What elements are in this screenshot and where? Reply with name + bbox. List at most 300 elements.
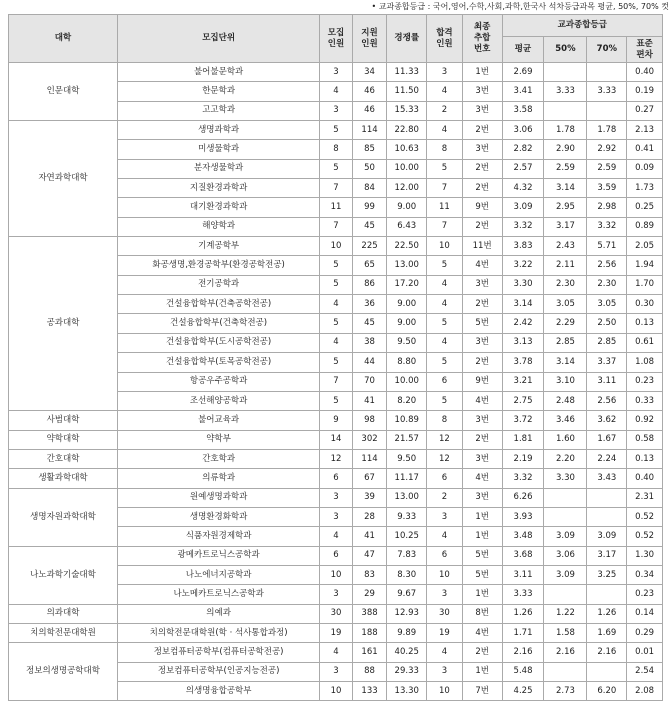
std-cell: 0.01 bbox=[627, 643, 663, 662]
ratio-cell: 8.80 bbox=[387, 353, 427, 372]
p70-cell: 2.56 bbox=[587, 256, 627, 275]
header-std: 표준 편차 bbox=[627, 37, 663, 63]
table-row bbox=[9, 63, 663, 82]
unit-cell: 화공생명,환경공학부(환경공학전공) bbox=[117, 256, 319, 275]
p70-cell: 2.30 bbox=[587, 275, 627, 294]
applicants-cell: 161 bbox=[352, 643, 387, 662]
avg-cell: 2.69 bbox=[502, 63, 544, 82]
quota-cell: 12 bbox=[320, 449, 352, 468]
p50-cell bbox=[544, 662, 587, 681]
unit-cell: 지질환경과학과 bbox=[117, 179, 319, 198]
p50-cell: 2.43 bbox=[544, 237, 587, 256]
college-cell: 간호대학 bbox=[9, 449, 118, 468]
p70-cell: 3.37 bbox=[587, 353, 627, 372]
passed-cell: 12 bbox=[427, 449, 463, 468]
unit-cell: 의류학과 bbox=[117, 469, 319, 488]
college-cell: 공과대학 bbox=[9, 237, 118, 411]
final-cell: 3번 bbox=[462, 333, 502, 352]
avg-cell: 2.19 bbox=[502, 449, 544, 468]
unit-cell: 건설융합학부(건축학전공) bbox=[117, 314, 319, 333]
avg-cell: 3.22 bbox=[502, 256, 544, 275]
ratio-cell: 9.50 bbox=[387, 449, 427, 468]
std-cell: 0.61 bbox=[627, 333, 663, 352]
final-cell: 2번 bbox=[462, 643, 502, 662]
final-cell: 4번 bbox=[462, 623, 502, 642]
p50-cell: 2.90 bbox=[544, 140, 587, 159]
unit-cell: 생명과학과 bbox=[117, 121, 319, 140]
final-cell: 9번 bbox=[462, 198, 502, 217]
avg-cell: 3.72 bbox=[502, 411, 544, 430]
std-cell: 0.30 bbox=[627, 295, 663, 314]
p50-cell bbox=[544, 488, 587, 507]
applicants-cell: 225 bbox=[352, 237, 387, 256]
p50-cell: 3.10 bbox=[544, 372, 587, 391]
avg-cell: 2.16 bbox=[502, 643, 544, 662]
ratio-cell: 9.00 bbox=[387, 314, 427, 333]
avg-cell: 2.75 bbox=[502, 391, 544, 410]
ratio-cell: 40.25 bbox=[387, 643, 427, 662]
avg-cell: 3.32 bbox=[502, 217, 544, 236]
passed-cell: 3 bbox=[427, 662, 463, 681]
applicants-cell: 67 bbox=[352, 469, 387, 488]
avg-cell: 4.25 bbox=[502, 682, 544, 701]
final-cell: 1번 bbox=[462, 507, 502, 526]
final-cell: 4번 bbox=[462, 256, 502, 275]
passed-cell: 5 bbox=[427, 256, 463, 275]
std-cell: 1.30 bbox=[627, 546, 663, 565]
college-cell: 약학대학 bbox=[9, 430, 118, 449]
unit-cell: 분자생물학과 bbox=[117, 159, 319, 178]
avg-cell: 3.83 bbox=[502, 237, 544, 256]
std-cell: 0.52 bbox=[627, 507, 663, 526]
p70-cell: 1.69 bbox=[587, 623, 627, 642]
p70-cell: 2.24 bbox=[587, 449, 627, 468]
unit-cell: 정보컴퓨터공학부(컴퓨터공학전공) bbox=[117, 643, 319, 662]
std-cell: 0.40 bbox=[627, 63, 663, 82]
final-cell: 4번 bbox=[462, 469, 502, 488]
table-row bbox=[9, 643, 663, 662]
table-row bbox=[9, 469, 663, 488]
final-cell: 3번 bbox=[462, 411, 502, 430]
p50-cell: 3.09 bbox=[544, 565, 587, 584]
final-cell: 5번 bbox=[462, 546, 502, 565]
applicants-cell: 38 bbox=[352, 333, 387, 352]
ratio-cell: 7.83 bbox=[387, 546, 427, 565]
quota-cell: 11 bbox=[320, 198, 352, 217]
college-cell: 사범대학 bbox=[9, 411, 118, 430]
final-cell: 3번 bbox=[462, 82, 502, 101]
header-applicants: 지원 인원 bbox=[352, 15, 387, 63]
p50-cell: 1.78 bbox=[544, 121, 587, 140]
unit-cell: 불어불문학과 bbox=[117, 63, 319, 82]
p70-cell: 3.32 bbox=[587, 217, 627, 236]
ratio-cell: 10.89 bbox=[387, 411, 427, 430]
table-row bbox=[9, 121, 663, 140]
table-row bbox=[9, 449, 663, 468]
ratio-cell: 17.20 bbox=[387, 275, 427, 294]
p70-cell: 2.50 bbox=[587, 314, 627, 333]
quota-cell: 19 bbox=[320, 623, 352, 642]
table-row bbox=[9, 488, 663, 507]
avg-cell: 3.11 bbox=[502, 565, 544, 584]
header-passed: 합격 인원 bbox=[427, 15, 463, 63]
std-cell: 0.33 bbox=[627, 391, 663, 410]
applicants-cell: 98 bbox=[352, 411, 387, 430]
final-cell: 11번 bbox=[462, 237, 502, 256]
table-row bbox=[9, 430, 663, 449]
final-cell: 2번 bbox=[462, 159, 502, 178]
p50-cell bbox=[544, 101, 587, 120]
final-cell: 2번 bbox=[462, 217, 502, 236]
final-cell: 9번 bbox=[462, 372, 502, 391]
grade-note: • 교과종합등급 : 국어,영어,수학,사회,과학,한국사 석차등급과목 평균, 50%, 70% 컷 bbox=[371, 2, 669, 11]
passed-cell: 4 bbox=[427, 82, 463, 101]
unit-cell: 고고학과 bbox=[117, 101, 319, 120]
college-cell: 치의학전문대학원 bbox=[9, 623, 118, 642]
quota-cell: 10 bbox=[320, 565, 352, 584]
quota-cell: 4 bbox=[320, 333, 352, 352]
college-cell: 정보의생명공학대학 bbox=[9, 643, 118, 701]
quota-cell: 9 bbox=[320, 411, 352, 430]
p70-cell bbox=[587, 662, 627, 681]
ratio-cell: 11.33 bbox=[387, 63, 427, 82]
p50-cell: 1.22 bbox=[544, 604, 587, 623]
passed-cell: 8 bbox=[427, 140, 463, 159]
passed-cell: 5 bbox=[427, 391, 463, 410]
final-cell: 4번 bbox=[462, 391, 502, 410]
quota-cell: 4 bbox=[320, 295, 352, 314]
quota-cell: 5 bbox=[320, 353, 352, 372]
final-cell: 2번 bbox=[462, 295, 502, 314]
unit-cell: 의생명융합공학부 bbox=[117, 682, 319, 701]
p70-cell bbox=[587, 101, 627, 120]
avg-cell: 3.78 bbox=[502, 353, 544, 372]
header-p50: 50% bbox=[544, 37, 587, 63]
p70-cell: 1.26 bbox=[587, 604, 627, 623]
unit-cell: 해양학과 bbox=[117, 217, 319, 236]
std-cell: 0.25 bbox=[627, 198, 663, 217]
quota-cell: 5 bbox=[320, 256, 352, 275]
passed-cell: 7 bbox=[427, 217, 463, 236]
std-cell: 0.41 bbox=[627, 140, 663, 159]
applicants-cell: 70 bbox=[352, 372, 387, 391]
passed-cell: 6 bbox=[427, 469, 463, 488]
passed-cell: 12 bbox=[427, 430, 463, 449]
avg-cell: 2.82 bbox=[502, 140, 544, 159]
p50-cell bbox=[544, 63, 587, 82]
p50-cell: 3.14 bbox=[544, 179, 587, 198]
ratio-cell: 9.89 bbox=[387, 623, 427, 642]
table-row bbox=[9, 411, 663, 430]
avg-cell: 3.21 bbox=[502, 372, 544, 391]
std-cell: 0.29 bbox=[627, 623, 663, 642]
passed-cell: 19 bbox=[427, 623, 463, 642]
quota-cell: 10 bbox=[320, 237, 352, 256]
applicants-cell: 83 bbox=[352, 565, 387, 584]
college-cell: 나노과학기술대학 bbox=[9, 546, 118, 604]
std-cell: 2.13 bbox=[627, 121, 663, 140]
applicants-cell: 85 bbox=[352, 140, 387, 159]
std-cell: 1.70 bbox=[627, 275, 663, 294]
passed-cell: 4 bbox=[427, 275, 463, 294]
unit-cell: 불어교육과 bbox=[117, 411, 319, 430]
final-cell: 8번 bbox=[462, 604, 502, 623]
std-cell: 0.09 bbox=[627, 159, 663, 178]
p50-cell: 3.46 bbox=[544, 411, 587, 430]
p70-cell: 2.85 bbox=[587, 333, 627, 352]
applicants-cell: 41 bbox=[352, 527, 387, 546]
table-row bbox=[9, 604, 663, 623]
std-cell: 0.58 bbox=[627, 430, 663, 449]
passed-cell: 4 bbox=[427, 643, 463, 662]
applicants-cell: 29 bbox=[352, 585, 387, 604]
p50-cell: 3.14 bbox=[544, 353, 587, 372]
p70-cell: 3.59 bbox=[587, 179, 627, 198]
passed-cell: 10 bbox=[427, 682, 463, 701]
passed-cell: 7 bbox=[427, 179, 463, 198]
std-cell: 0.13 bbox=[627, 314, 663, 333]
passed-cell: 4 bbox=[427, 121, 463, 140]
passed-cell: 5 bbox=[427, 353, 463, 372]
std-cell: 0.34 bbox=[627, 565, 663, 584]
applicants-cell: 50 bbox=[352, 159, 387, 178]
applicants-cell: 188 bbox=[352, 623, 387, 642]
p70-cell: 2.56 bbox=[587, 391, 627, 410]
quota-cell: 5 bbox=[320, 275, 352, 294]
quota-cell: 7 bbox=[320, 179, 352, 198]
passed-cell: 10 bbox=[427, 237, 463, 256]
applicants-cell: 45 bbox=[352, 217, 387, 236]
avg-cell: 3.06 bbox=[502, 121, 544, 140]
ratio-cell: 13.30 bbox=[387, 682, 427, 701]
passed-cell: 4 bbox=[427, 333, 463, 352]
final-cell: 5번 bbox=[462, 565, 502, 584]
ratio-cell: 13.00 bbox=[387, 256, 427, 275]
passed-cell: 4 bbox=[427, 295, 463, 314]
p70-cell: 5.71 bbox=[587, 237, 627, 256]
ratio-cell: 15.33 bbox=[387, 101, 427, 120]
avg-cell: 3.09 bbox=[502, 198, 544, 217]
quota-cell: 5 bbox=[320, 121, 352, 140]
avg-cell: 2.42 bbox=[502, 314, 544, 333]
applicants-cell: 99 bbox=[352, 198, 387, 217]
college-cell: 생명자원과학대학 bbox=[9, 488, 118, 546]
final-cell: 7번 bbox=[462, 682, 502, 701]
p50-cell: 2.95 bbox=[544, 198, 587, 217]
avg-cell: 5.48 bbox=[502, 662, 544, 681]
quota-cell: 14 bbox=[320, 430, 352, 449]
applicants-cell: 45 bbox=[352, 314, 387, 333]
applicants-cell: 388 bbox=[352, 604, 387, 623]
table-row bbox=[9, 237, 663, 256]
ratio-cell: 21.57 bbox=[387, 430, 427, 449]
std-cell: 0.23 bbox=[627, 372, 663, 391]
passed-cell: 6 bbox=[427, 546, 463, 565]
ratio-cell: 12.00 bbox=[387, 179, 427, 198]
avg-cell: 6.26 bbox=[502, 488, 544, 507]
passed-cell: 11 bbox=[427, 198, 463, 217]
header-ratio: 경쟁률 bbox=[387, 15, 427, 63]
applicants-cell: 84 bbox=[352, 179, 387, 198]
unit-cell: 기계공학부 bbox=[117, 237, 319, 256]
applicants-cell: 133 bbox=[352, 682, 387, 701]
passed-cell: 5 bbox=[427, 159, 463, 178]
std-cell: 0.23 bbox=[627, 585, 663, 604]
unit-cell: 건설융합학부(토목공학전공) bbox=[117, 353, 319, 372]
final-cell: 3번 bbox=[462, 488, 502, 507]
quota-cell: 5 bbox=[320, 391, 352, 410]
avg-cell: 1.71 bbox=[502, 623, 544, 642]
passed-cell: 5 bbox=[427, 314, 463, 333]
unit-cell: 정보컴퓨터공학부(인공지능전공) bbox=[117, 662, 319, 681]
unit-cell: 전기공학과 bbox=[117, 275, 319, 294]
applicants-cell: 46 bbox=[352, 82, 387, 101]
p70-cell: 3.43 bbox=[587, 469, 627, 488]
final-cell: 2번 bbox=[462, 121, 502, 140]
ratio-cell: 8.20 bbox=[387, 391, 427, 410]
p70-cell bbox=[587, 63, 627, 82]
std-cell: 0.89 bbox=[627, 217, 663, 236]
p70-cell: 3.25 bbox=[587, 565, 627, 584]
ratio-cell: 9.00 bbox=[387, 198, 427, 217]
unit-cell: 광메카트로닉스공학과 bbox=[117, 546, 319, 565]
p50-cell: 1.58 bbox=[544, 623, 587, 642]
ratio-cell: 9.67 bbox=[387, 585, 427, 604]
applicants-cell: 47 bbox=[352, 546, 387, 565]
unit-cell: 한문학과 bbox=[117, 82, 319, 101]
p70-cell: 6.20 bbox=[587, 682, 627, 701]
applicants-cell: 46 bbox=[352, 101, 387, 120]
admission-results-table bbox=[8, 14, 663, 701]
header-grade-group: 교과종합등급 bbox=[502, 15, 662, 37]
avg-cell: 3.41 bbox=[502, 82, 544, 101]
unit-cell: 나노에너지공학과 bbox=[117, 565, 319, 584]
std-cell: 0.27 bbox=[627, 101, 663, 120]
p70-cell: 3.11 bbox=[587, 372, 627, 391]
unit-cell: 치의학전문대학원(학 · 석사통합과정) bbox=[117, 623, 319, 642]
unit-cell: 대기환경과학과 bbox=[117, 198, 319, 217]
unit-cell: 생명환경화학과 bbox=[117, 507, 319, 526]
p70-cell: 2.92 bbox=[587, 140, 627, 159]
final-cell: 3번 bbox=[462, 275, 502, 294]
p50-cell: 2.59 bbox=[544, 159, 587, 178]
final-cell: 1번 bbox=[462, 63, 502, 82]
header-p70: 70% bbox=[587, 37, 627, 63]
header-college: 대학 bbox=[9, 15, 118, 63]
header-quota: 모집 인원 bbox=[320, 15, 352, 63]
avg-cell: 3.13 bbox=[502, 333, 544, 352]
p70-cell: 1.67 bbox=[587, 430, 627, 449]
applicants-cell: 44 bbox=[352, 353, 387, 372]
passed-cell: 30 bbox=[427, 604, 463, 623]
applicants-cell: 114 bbox=[352, 121, 387, 140]
p50-cell: 1.60 bbox=[544, 430, 587, 449]
avg-cell: 3.14 bbox=[502, 295, 544, 314]
avg-cell: 3.32 bbox=[502, 469, 544, 488]
std-cell: 2.54 bbox=[627, 662, 663, 681]
applicants-cell: 41 bbox=[352, 391, 387, 410]
college-cell: 생활과학대학 bbox=[9, 469, 118, 488]
p70-cell: 3.09 bbox=[587, 527, 627, 546]
ratio-cell: 10.00 bbox=[387, 372, 427, 391]
p50-cell bbox=[544, 507, 587, 526]
final-cell: 2번 bbox=[462, 353, 502, 372]
quota-cell: 4 bbox=[320, 527, 352, 546]
unit-cell: 미생물학과 bbox=[117, 140, 319, 159]
std-cell: 0.14 bbox=[627, 604, 663, 623]
table-row bbox=[9, 623, 663, 642]
std-cell: 1.73 bbox=[627, 179, 663, 198]
passed-cell: 2 bbox=[427, 488, 463, 507]
final-cell: 2번 bbox=[462, 430, 502, 449]
p50-cell: 3.33 bbox=[544, 82, 587, 101]
final-cell: 5번 bbox=[462, 314, 502, 333]
final-cell: 3번 bbox=[462, 101, 502, 120]
unit-cell: 나노메카트로닉스공학과 bbox=[117, 585, 319, 604]
avg-cell: 3.68 bbox=[502, 546, 544, 565]
p50-cell: 2.85 bbox=[544, 333, 587, 352]
ratio-cell: 29.33 bbox=[387, 662, 427, 681]
quota-cell: 30 bbox=[320, 604, 352, 623]
p70-cell: 2.59 bbox=[587, 159, 627, 178]
final-cell: 1번 bbox=[462, 527, 502, 546]
ratio-cell: 10.25 bbox=[387, 527, 427, 546]
quota-cell: 7 bbox=[320, 372, 352, 391]
avg-cell: 3.93 bbox=[502, 507, 544, 526]
std-cell: 2.31 bbox=[627, 488, 663, 507]
std-cell: 0.40 bbox=[627, 469, 663, 488]
ratio-cell: 12.93 bbox=[387, 604, 427, 623]
quota-cell: 3 bbox=[320, 101, 352, 120]
std-cell: 0.92 bbox=[627, 411, 663, 430]
passed-cell: 4 bbox=[427, 527, 463, 546]
final-cell: 1번 bbox=[462, 662, 502, 681]
std-cell: 2.05 bbox=[627, 237, 663, 256]
p50-cell: 3.30 bbox=[544, 469, 587, 488]
college-cell: 인문대학 bbox=[9, 63, 118, 121]
table-row bbox=[9, 546, 663, 565]
unit-cell: 건설융합학부(건축공학전공) bbox=[117, 295, 319, 314]
final-cell: 2번 bbox=[462, 179, 502, 198]
unit-cell: 건설융합학부(도시공학전공) bbox=[117, 333, 319, 352]
passed-cell: 3 bbox=[427, 507, 463, 526]
avg-cell: 1.81 bbox=[502, 430, 544, 449]
applicants-cell: 65 bbox=[352, 256, 387, 275]
p70-cell bbox=[587, 585, 627, 604]
std-cell: 1.94 bbox=[627, 256, 663, 275]
p50-cell: 3.06 bbox=[544, 546, 587, 565]
ratio-cell: 9.50 bbox=[387, 333, 427, 352]
ratio-cell: 9.00 bbox=[387, 295, 427, 314]
p50-cell: 2.30 bbox=[544, 275, 587, 294]
unit-cell: 조선해양공학과 bbox=[117, 391, 319, 410]
applicants-cell: 28 bbox=[352, 507, 387, 526]
applicants-cell: 114 bbox=[352, 449, 387, 468]
ratio-cell: 13.00 bbox=[387, 488, 427, 507]
header-final: 최종 추합 번호 bbox=[462, 15, 502, 63]
std-cell: 0.19 bbox=[627, 82, 663, 101]
applicants-cell: 36 bbox=[352, 295, 387, 314]
final-cell: 3번 bbox=[462, 140, 502, 159]
p50-cell bbox=[544, 585, 587, 604]
applicants-cell: 39 bbox=[352, 488, 387, 507]
unit-cell: 약학부 bbox=[117, 430, 319, 449]
p70-cell: 3.62 bbox=[587, 411, 627, 430]
avg-cell: 3.33 bbox=[502, 585, 544, 604]
unit-cell: 의예과 bbox=[117, 604, 319, 623]
p50-cell: 2.48 bbox=[544, 391, 587, 410]
p50-cell: 3.09 bbox=[544, 527, 587, 546]
